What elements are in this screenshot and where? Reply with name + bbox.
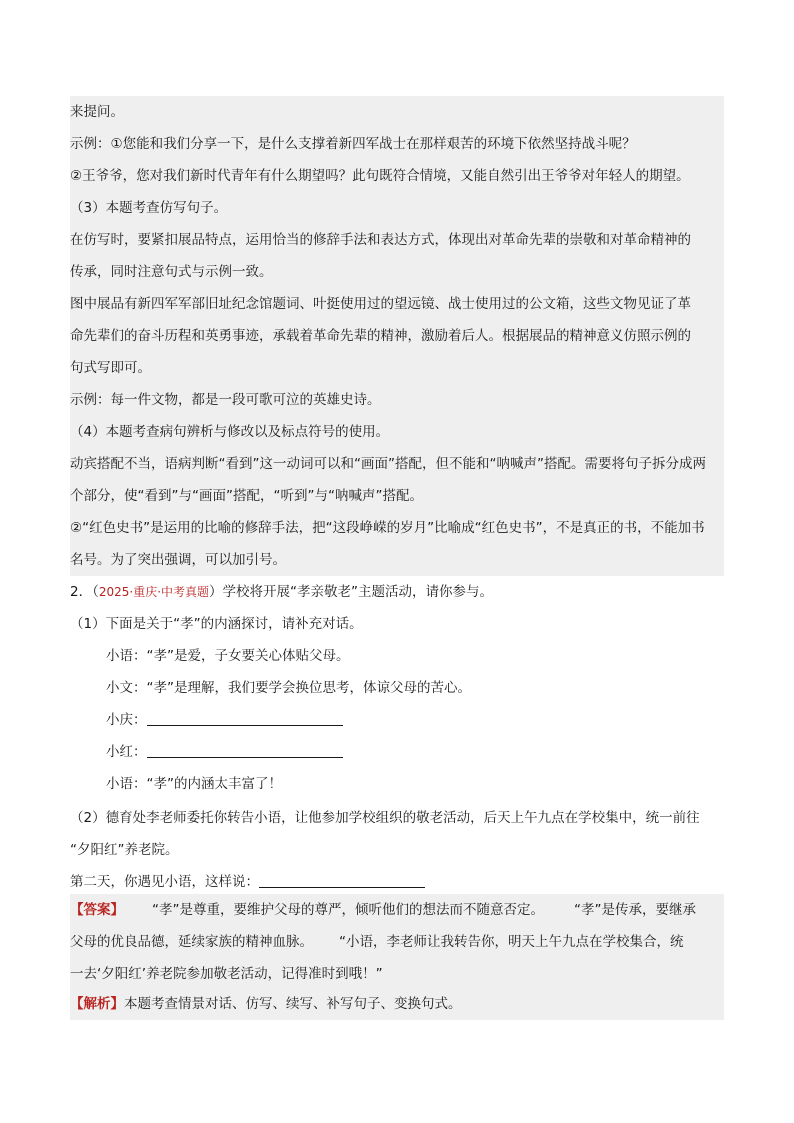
answer-blank[interactable]: [147, 709, 343, 726]
sub-question-2-prompt: 第二天，你遇见小语，这样说：: [70, 866, 724, 898]
answer-line: 一去‘夕阳红’养老院参加敬老活动，记得准时到哦！”: [70, 958, 724, 990]
explanation-line: 动宾搭配不当，语病判断“看到”这一动词可以和“画面”搭配，但不能和“呐喊声”搭配。需要将句子拆分成两: [70, 448, 724, 480]
question-number: 2．（: [70, 584, 99, 600]
dialogue-line: 小语：“孝”是爱，子女要关心体贴父母。: [106, 648, 350, 664]
explanation-line: 命先辈们的奋斗历程和英勇事迹，承载着革命先辈的精神，激励着后人。根据展品的精神意义仿照示例的: [70, 320, 724, 352]
question-stem-text: ）学校将开展“孝亲敬老”主题活动，请你参与。: [209, 584, 494, 600]
explanation-line: 示例：每一件文物，都是一段可歌可泣的英雄史诗。: [70, 384, 724, 416]
answer-blank[interactable]: [259, 871, 425, 888]
dialogue-fill-line: [70, 704, 724, 736]
speaker-label: 小红：: [106, 744, 147, 760]
sub-question-2-cont: “夕阳红”养老院。: [70, 842, 179, 858]
answer-blank[interactable]: [147, 741, 343, 758]
dialogue-line: 小文：“孝”是理解，我们要学会换位思考，体谅父母的苦心。: [106, 680, 471, 696]
answer-line: 父母的优良品德，延续家族的精神血脉。 “小语，李老师让我转告你，明天上午九点在学校集合，统: [70, 926, 724, 958]
answer-tag: 【答案】: [70, 902, 124, 918]
analysis-tag: 【解析】: [70, 996, 124, 1012]
question-2-stem: [70, 576, 724, 608]
explanation-line: 在仿写时，要紧扣展品特点，运用恰当的修辞手法和表达方式，体现出对革命先辈的崇敬和对革命精神的: [70, 224, 724, 256]
explanation-line: 个部分，使“看到”与“画面”搭配，“听到”与“呐喊声”搭配。: [70, 480, 724, 512]
sub-question-1: （1）下面是关于“孝”的内涵探讨，请补充对话。: [70, 616, 363, 632]
question-source: 2025·重庆·中考真题: [98, 585, 210, 599]
explanation-line: 传承，同时注意句式与示例一致。: [70, 256, 724, 288]
explanation-line: 名号。为了突出强调，可以加引号。: [70, 544, 724, 576]
explanation-line: ②王爷爷，您对我们新时代青年有什么期望吗？此句既符合情境，又能自然引出王爷爷对年轻人的期望。: [70, 160, 724, 192]
explanation-line: （4）本题考查病句辨析与修改以及标点符号的使用。: [70, 416, 724, 448]
explanation-line: 示例：①您能和我们分享一下，是什么支撑着新四军战士在那样艰苦的环境下依然坚持战斗呢？: [70, 128, 724, 160]
explanation-line: （3）本题考查仿写句子。: [70, 192, 724, 224]
dialogue-fill-line: [70, 736, 724, 768]
explanation-line: ②“红色史书”是运用的比喻的修辞手法，把“这段峥嵘的岁月”比喻成“红色史书”，不是真正的书，不能加书: [70, 512, 724, 544]
speaker-label: 小庆：: [106, 712, 147, 728]
answer-line: 【答案】 “孝”是尊重，要维护父母的尊严，倾听他们的想法而不随意否定。 “孝”是传承，要继承: [70, 894, 724, 926]
explanation-line: 图中展品有新四军军部旧址纪念馆题词、叶挺使用过的望远镜、战士使用过的公文箱，这些文物见证了革: [70, 288, 724, 320]
dialogue-line: 小语：“孝”的内涵太丰富了！: [106, 776, 282, 792]
sub-question-2: （2）德育处李老师委托你转告小语，让他参加学校组织的敬老活动，后天上午九点在学校集中，统一前往: [70, 810, 700, 826]
explanation-line: 句式写即可。: [70, 352, 724, 384]
explanation-line: 来提问。: [70, 96, 724, 128]
analysis-line: 【解析】本题考查情景对话、仿写、续写、补写句子、变换句式。: [70, 988, 724, 1020]
